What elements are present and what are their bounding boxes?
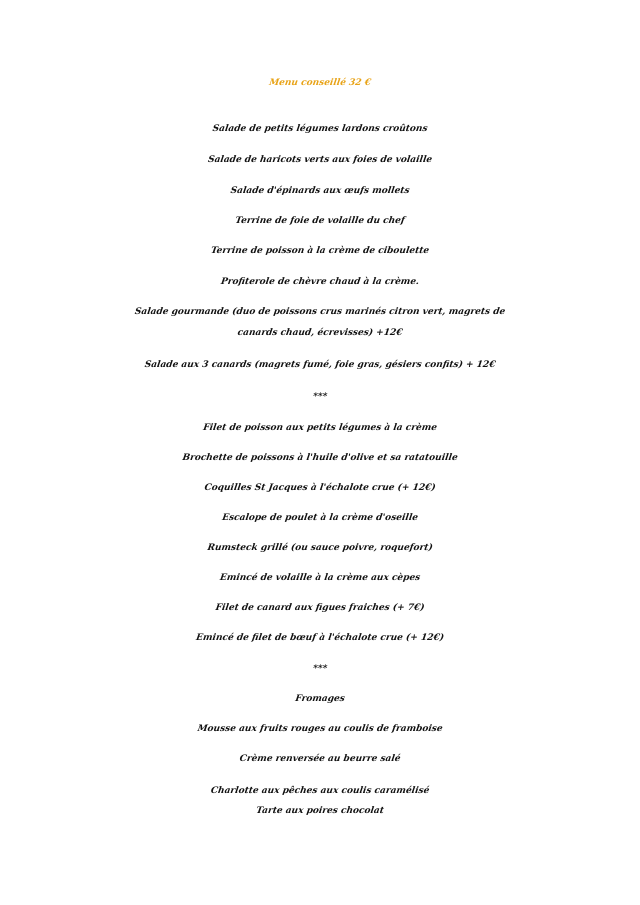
plat-item: Rumsteck grillé (ou sauce poivre, roquefort) [206, 543, 434, 553]
plat-item: Filet de poisson aux petits légumes à la crème [202, 423, 438, 433]
entree-item: Salade de petits légumes lardons croûtons [211, 124, 429, 134]
entree-item: Terrine de poisson à la crème de ciboulette [210, 246, 430, 256]
entree-item: Terrine de foie de volaille du chef [234, 216, 406, 226]
plat-item: Escalope de poulet à la crème d'oseille [221, 513, 419, 523]
menu-title: Menu conseillé 32 € [268, 78, 372, 88]
dessert-item: Crème renversée au beurre salé [238, 754, 402, 764]
plat-item: Emincé de volaille à la crème aux cèpes [219, 573, 421, 583]
entree-item: Salade gourmande (duo de poissons crus marinés citron vert, magrets de [134, 307, 506, 317]
plat-item: Brochette de poissons à l'huile d'olive et sa ratatouille [181, 453, 459, 463]
course-separator: *** [312, 392, 328, 402]
entree-item: Salade d'épinards aux œufs mollets [229, 186, 411, 196]
entree-item: Salade aux 3 canards (magrets fumé, foie gras, gésiers confits) + 12€ [143, 360, 497, 370]
dessert-item: Charlotte aux pêches aux coulis caramélisé [210, 786, 430, 796]
entree-item: canards chaud, écrevisses) +12€ [236, 328, 404, 338]
entree-item: Salade de haricots verts aux foies de volaille [207, 155, 433, 165]
course-separator: *** [312, 664, 328, 674]
plat-item: Filet de canard aux figues fraiches (+ 7€) [214, 603, 426, 613]
entree-item: Profiterole de chèvre chaud à la crème. [220, 277, 420, 287]
plat-item: Coquilles St Jacques à l'échalote crue (+ 12€) [203, 483, 437, 493]
dessert-item: Tarte aux poires chocolat [255, 806, 385, 816]
plat-item: Emincé de filet de bœuf à l'échalote crue (+ 12€) [195, 633, 445, 643]
dessert-item: Fromages [294, 694, 346, 704]
dessert-item: Mousse aux fruits rouges au coulis de framboise [196, 724, 444, 734]
